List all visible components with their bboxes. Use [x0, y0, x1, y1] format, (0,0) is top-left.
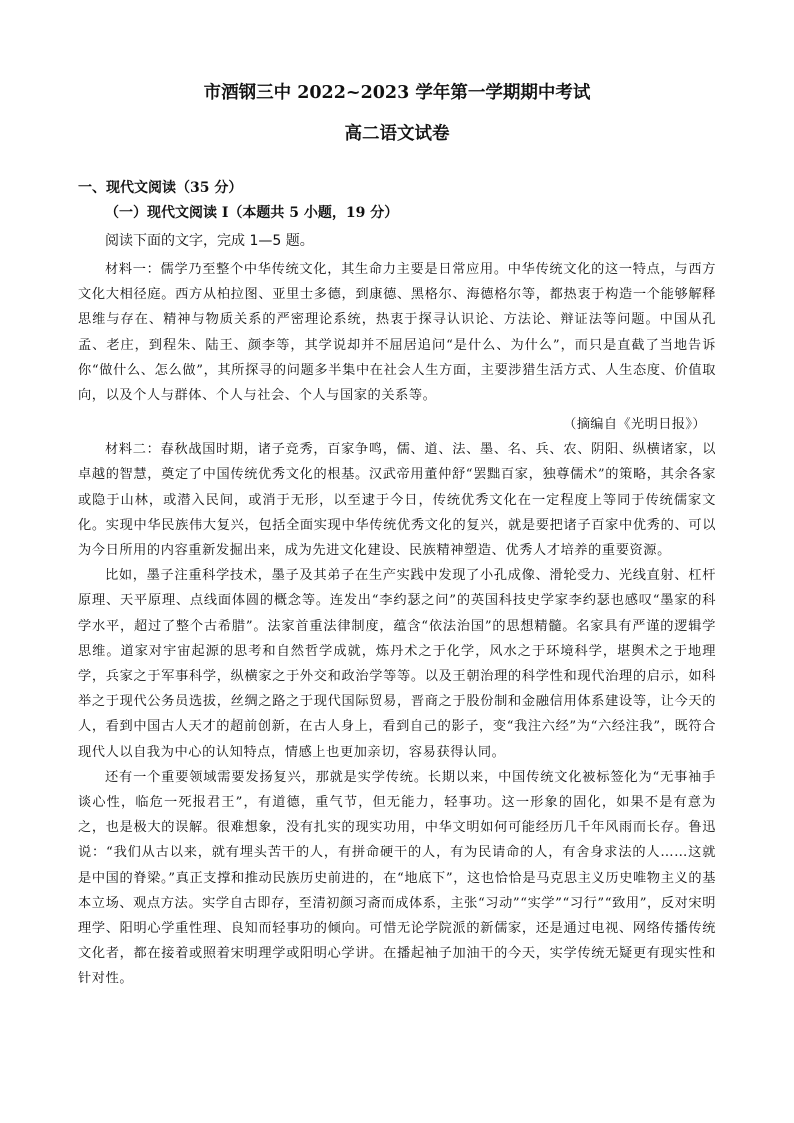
material-two-paragraph-1: 材料二：春秋战国时期，诸子竞秀，百家争鸣，儒、道、法、墨、名、兵、农、阴阳、纵横诸家，以卓越的智慧，奠定了中国传统优秀文化的根基。汉武帝用董仲舒“罢黜百家，独尊儒术”的策略，其余各家或隐于山林，或潜入民间，或消于无形，以至逮于今日，传统优秀文化在一定程度上等同于传统儒家文化。实现中华民族伟大复兴，包括全面实现中华传统优秀文化的复兴，就是要把诸子百家中优秀的、可以为今日所用的内容重新发掘出来，成为先进文化建设、民族精神塑造、优秀人才培养的重要资源。: [78, 442, 716, 559]
exam-title: 市酒钢三中 2022~2023 学年第一学期期中考试: [203, 83, 591, 103]
material-two-paragraph-2: 比如，墨子注重科学技术，墨子及其弟子在生产实践中发现了小孔成像、滑轮受力、光线直射、杠杆原理、天平原理、点线面体圆的概念等。连发出“李约瑟之问”的英国科技史学家李约瑟也感叹“墨家的科学水平，超过了整个古希腊”。法家首重法律制度，蕴含“依法治国”的思想精髓。名家具有严谨的逻辑学思维。道家对宇宙起源的思考和自然哲学成就，炼丹术之于化学，风水之于环境科学，堪舆术之于地理学，兵家之于军事科学，纵横家之于外交和政治学等等。以及王朝治理的科学性和现代治理的启示，如科举之于现代公务员选拔，丝绸之路之于现代国际贸易，晋商之于股份制和金融信用体系建设等，让今天的人，看到中国古人天才的超前创新，在古人身上，看到自己的影子，变“我注六经”为“六经注我”，既符合现代人以自我为中心的认知特点，情感上也更加亲切，容易获得认同。: [78, 568, 716, 760]
subsection-heading: （一）现代文阅读 I（本题共 5 小题，19 分）: [105, 205, 399, 221]
reading-instruction: 阅读下面的文字，完成 1—5 题。: [105, 233, 314, 249]
material-two-paragraph-3: 还有一个重要领域需要发扬复兴，那就是实学传统。长期以来，中国传统文化被标签化为“无事袖手谈心性，临危一死报君王”，有道德，重气节，但无能力，轻事功。这一形象的固化，如果不是有意为之，也是极大的误解。很难想象，没有扎实的现实功用，中华文明如何可能经历几千年风雨而长存。鲁迅说：“我们从古以来，就有埋头苦干的人，有拼命硬干的人，有为民请命的人，有舍身求法的人……这就是中国的脊梁。”真正支撑和推动民族历史前进的，在“地底下”，这也恰恰是马克思主义历史唯物主义的基本立场、观点方法。实学自古即存，至清初颜习斋而成体系，主张“习动”“实学”“习行”“致用”，反对宋明理学、阳明心学重性理、良知而轻事功的倾向。可惜无论学院派的新儒家，还是通过电视、网络传播传统文化者，都在接着或照着宋明理学或阳明心学讲。在播起袖子加油干的今天，实学传统无疑更有现实性和针对性。: [78, 769, 716, 987]
material-one-source: （摘编自《光明日报》）: [563, 417, 706, 433]
section-heading: 一、现代文阅读（35 分）: [78, 180, 243, 196]
exam-subtitle: 高二语文试卷: [344, 124, 450, 144]
material-one-paragraph: 材料一：儒学乃至整个中华传统文化，其生命力主要是日常应用。中华传统文化的这一特点，与西方文化大相径庭。西方从柏拉图、亚里士多德，到康德、黑格尔、海德格尔等，都热衷于构造一个能够解释思维与存在、精神与物质关系的严密理论系统，热衷于探寻认识论、方法论、辩证法等问题。中国从孔孟、老庄，到程朱、陆王、颜李等，其学说却并不屈居追问“是什么、为什么”，而只是直截了当地告诉你“做什么、怎么做”，其所探寻的问题多半集中在社会人生方面，主要涉猎生活方式、人生态度、价值取向，以及个人与群体、个人与社会、个人与国家的关系等。: [78, 262, 716, 404]
